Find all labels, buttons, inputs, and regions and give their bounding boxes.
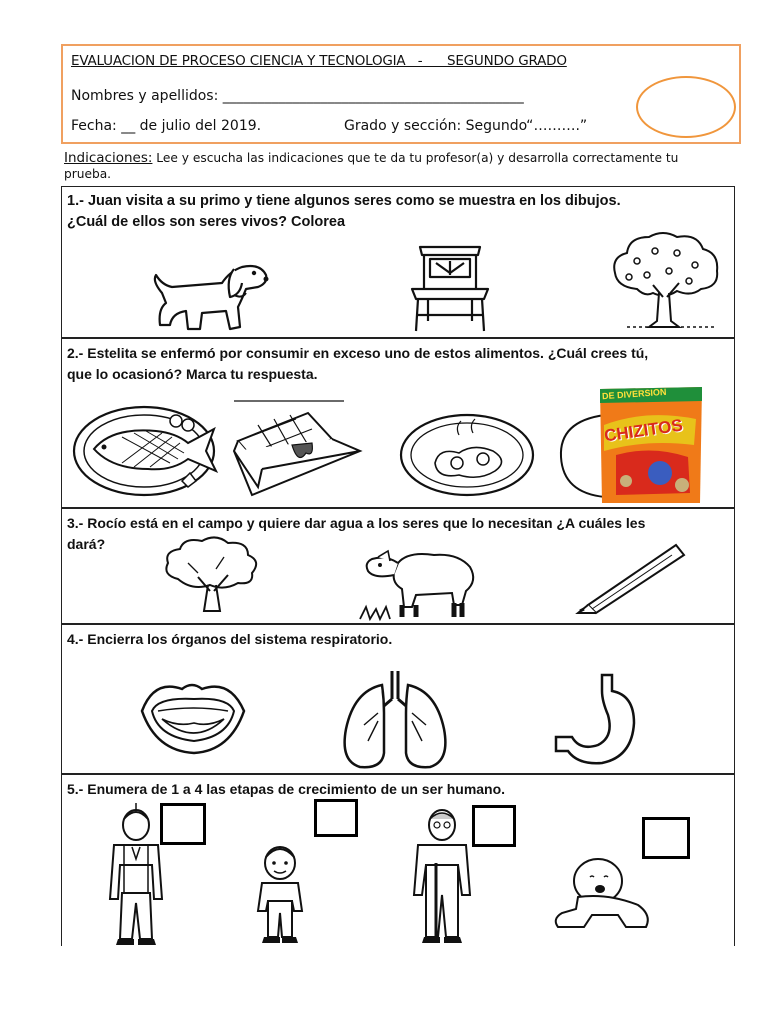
- question-5-text: 5.- Enumera de 1 a 4 las etapas de crecimiento de un ser humano.: [67, 781, 506, 797]
- question-2: [61, 338, 735, 508]
- small-tree-icon[interactable]: [158, 533, 268, 617]
- elderly-man-icon: [408, 805, 478, 945]
- pencil-icon[interactable]: [572, 539, 692, 615]
- mouth-icon[interactable]: [138, 671, 248, 755]
- baby-icon: [548, 853, 658, 933]
- question-4-text: 4.- Encierra los órganos del sistema respiratorio.: [67, 631, 393, 647]
- answer-box-3[interactable]: [472, 805, 516, 847]
- chocolate-bar-icon[interactable]: [232, 395, 372, 505]
- question-2-text: 2.- Estelita se enfermó por consumir en exceso uno de estos alimentos. ¿Cuál crees tú, que lo ocasionó? Marca tu respuesta.: [67, 345, 649, 382]
- tree-icon[interactable]: [607, 231, 727, 333]
- child-icon: [248, 841, 312, 945]
- question-5: [61, 774, 735, 946]
- sheep-icon[interactable]: [358, 533, 484, 623]
- question-4: [61, 624, 735, 774]
- names-field[interactable]: Nombres y apellidos: ___________________________________________: [71, 88, 524, 104]
- date-field[interactable]: Fecha: __ de julio del 2019.: [71, 118, 262, 134]
- question-1: [61, 186, 735, 338]
- exam-title: EVALUACION DE PROCESO CIENCIA Y TECNOLOGIA - SEGUNDO GRADO: [71, 53, 567, 69]
- answer-box-1[interactable]: [160, 803, 206, 845]
- header-box: [61, 44, 741, 144]
- instructions-label: Indicaciones:: [64, 150, 153, 166]
- fried-eggs-icon[interactable]: [399, 411, 539, 501]
- dog-icon[interactable]: [142, 253, 272, 333]
- snack-banner: DE DIVERSION: [601, 386, 667, 402]
- instructions: [64, 150, 724, 182]
- grade-field[interactable]: Grado y sección: Segundo“……….”: [344, 118, 588, 134]
- snack-bag-icon[interactable]: [596, 385, 706, 505]
- answer-box-2[interactable]: [314, 799, 358, 837]
- instructions-text: Lee y escucha las indicaciones que te da tu profesor(a) y desarrolla correctamente tu prueba.: [64, 151, 679, 181]
- score-oval: [636, 76, 736, 138]
- question-3: [61, 508, 735, 624]
- stomach-icon[interactable]: [548, 671, 638, 771]
- answer-box-4[interactable]: [642, 817, 690, 859]
- chair-icon[interactable]: [400, 243, 500, 335]
- question-1-text: 1.- Juan visita a su primo y tiene algunos seres como se muestra en los dibujos. ¿Cuál de ellos son seres vivos? Colorea: [67, 193, 621, 230]
- question-3-text: 3.- Rocío está en el campo y quiere dar agua a los seres que lo necesitan ¿A cuáles les dará?: [67, 515, 646, 552]
- fish-plate-icon[interactable]: [72, 401, 222, 499]
- snack-brand: CHIZITOS: [602, 415, 684, 446]
- lungs-icon[interactable]: [338, 669, 452, 773]
